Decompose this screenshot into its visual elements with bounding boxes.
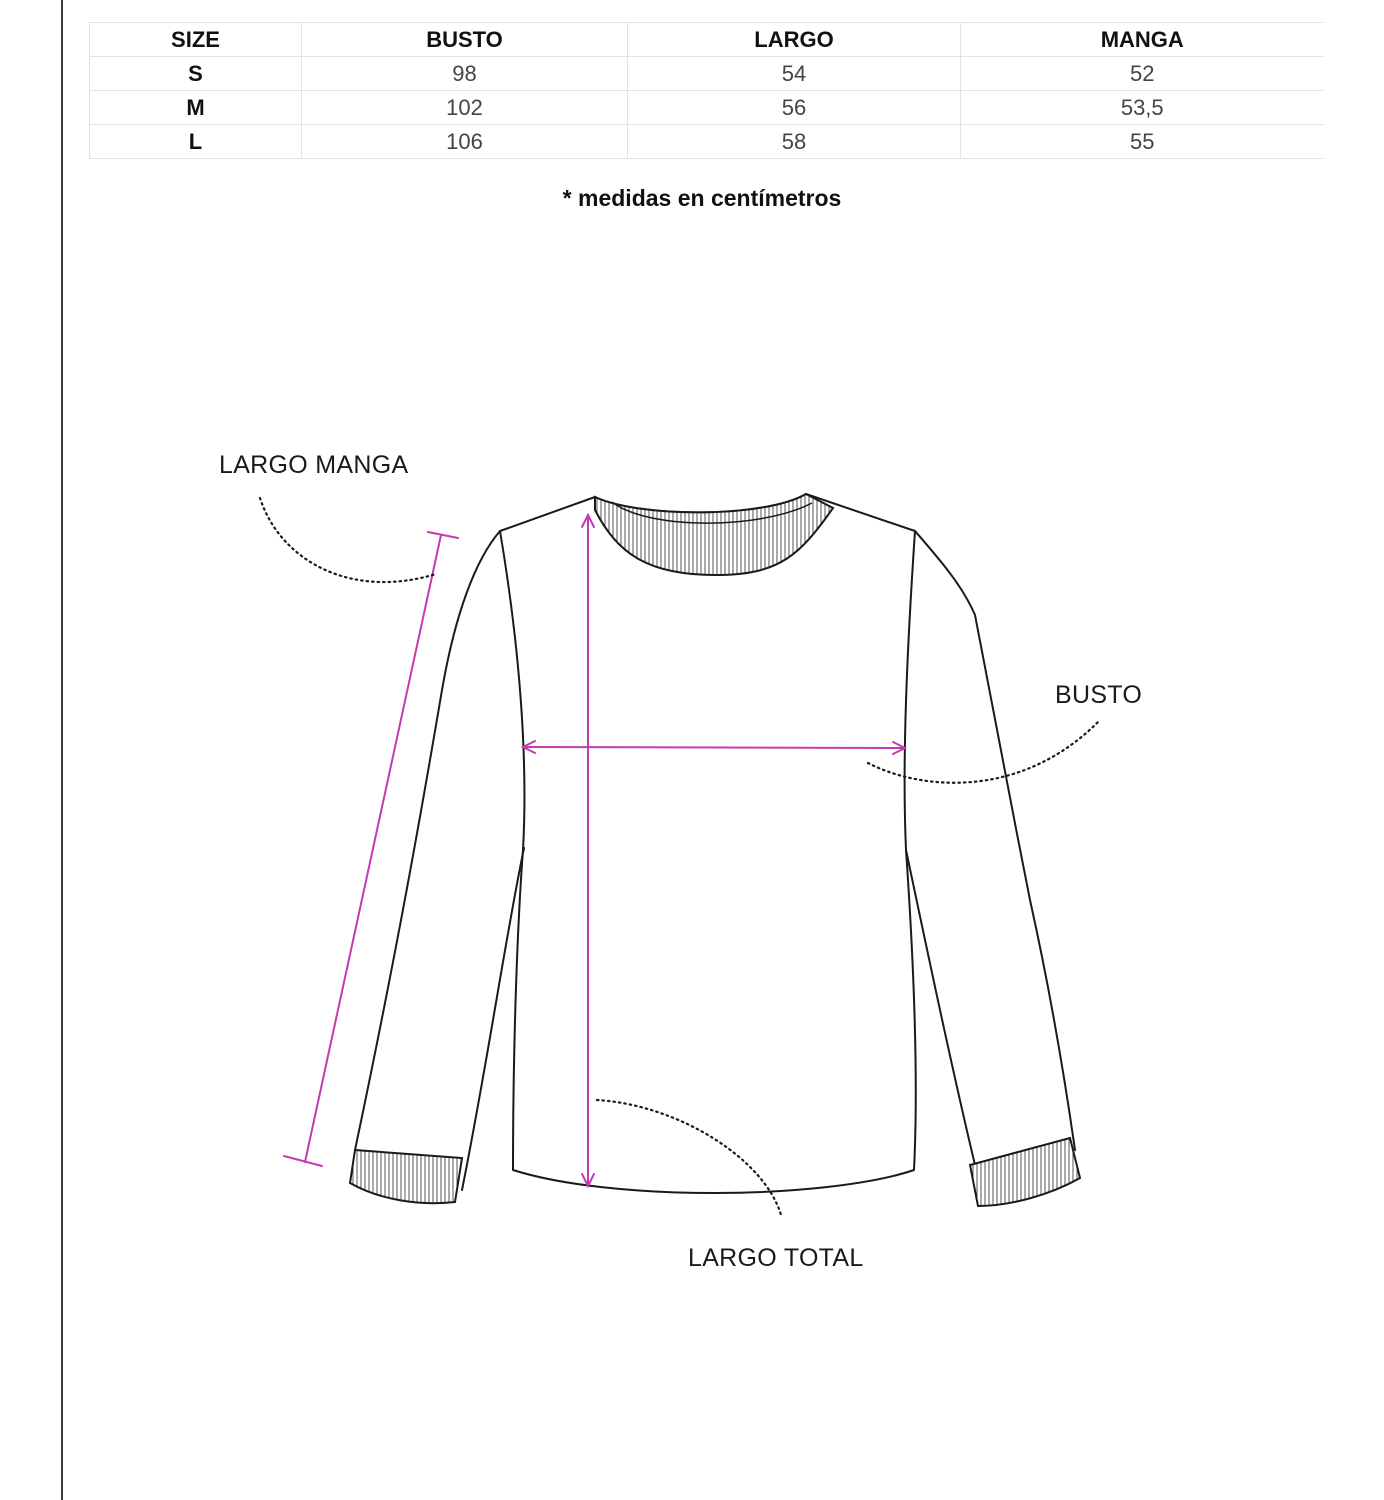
label-busto: BUSTO [1055,681,1143,709]
length-callout-dots [597,1100,781,1215]
sleeve-measure-cap-top [428,532,458,538]
sleeve-callout-dots [260,498,436,582]
header-largo: LARGO [628,23,961,57]
manga-cell: 53,5 [961,91,1324,125]
size-cell: S [90,57,302,91]
label-largo-total: LARGO TOTAL [688,1244,864,1272]
left-sleeve-outline [355,531,524,1190]
units-note: * medidas en centímetros [562,185,842,211]
bust-callout-dots [868,722,1098,783]
sleeve-measure-line [305,535,441,1162]
right-sleeve-outline [906,531,1075,1165]
sleeve-measure-cap-bottom [284,1156,322,1166]
sweater-body-outline [500,494,916,1193]
busto-cell: 106 [302,125,628,159]
largo-cell: 54 [628,57,961,91]
right-cuff-rib [970,1138,1080,1206]
collar-rib [595,494,833,575]
size-cell: L [90,125,302,159]
manga-cell: 52 [961,57,1324,91]
header-manga: MANGA [961,23,1324,57]
label-largo-manga: LARGO MANGA [219,451,409,479]
left-cuff-rib [350,1150,462,1203]
manga-cell: 55 [961,125,1324,159]
largo-cell: 58 [628,125,961,159]
header-size: SIZE [90,23,302,57]
busto-cell: 102 [302,91,628,125]
header-busto: BUSTO [302,23,628,57]
bust-measure-line [523,747,905,748]
busto-cell: 98 [302,57,628,91]
largo-cell: 56 [628,91,961,125]
size-cell: M [90,91,302,125]
